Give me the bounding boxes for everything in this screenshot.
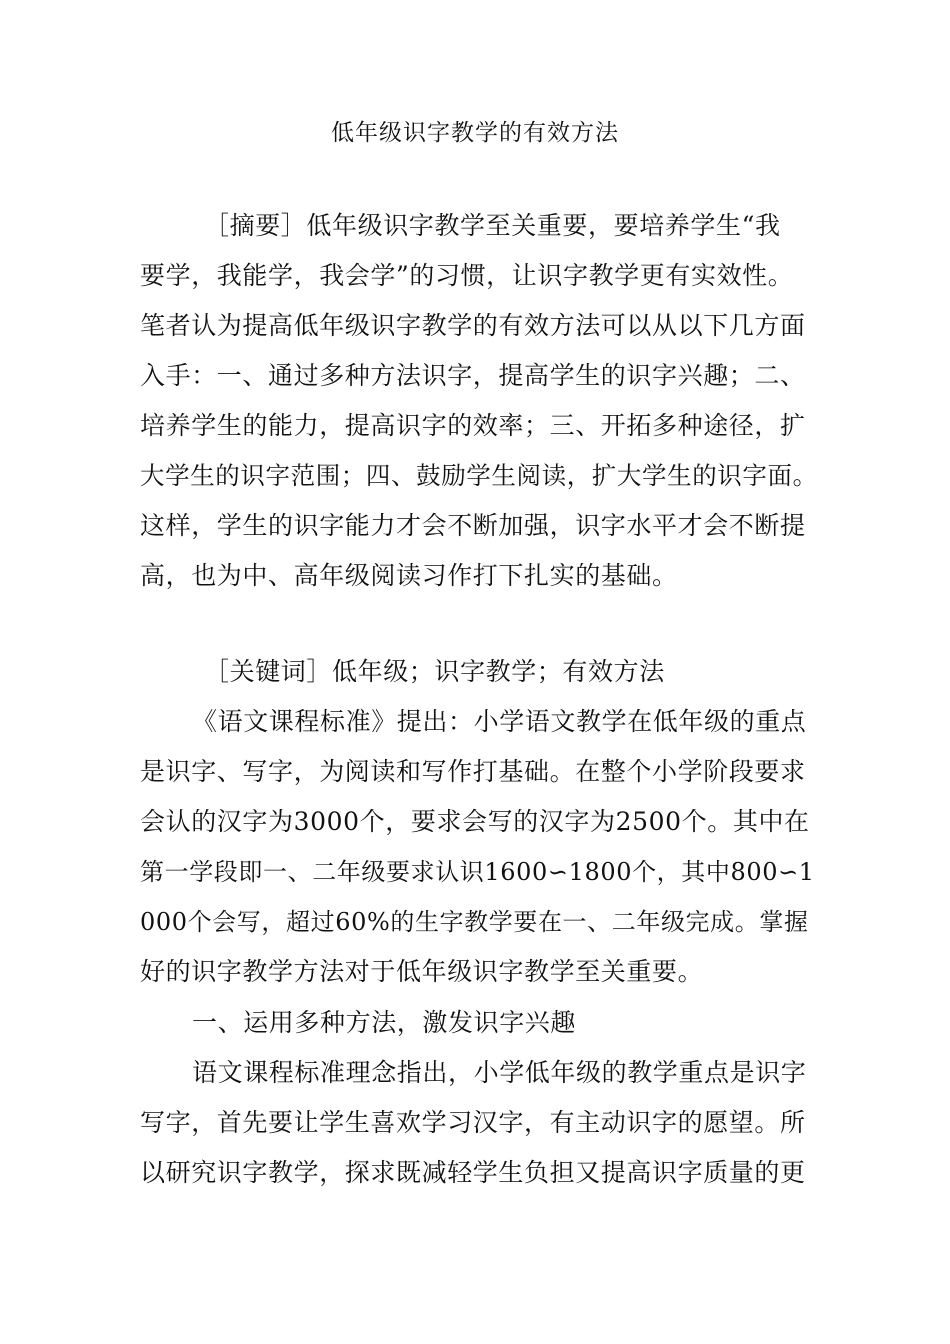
keywords-line: ［关键词］低年级；识字教学；有效方法 bbox=[204, 657, 665, 686]
abstract-line: 这样，学生的识字能力才会不断加强，识字水平才会不断提 bbox=[140, 511, 806, 540]
abstract-line: 入手：一、通过多种方法识字，提高学生的识字兴趣；二、 bbox=[140, 361, 806, 390]
intro-line: 第一学段即一、二年级要求认识1600∽1800个，其中800∽1 bbox=[140, 858, 815, 886]
abstract-line: 要学，我能学，我会学”的习惯，让识字教学更有实效性。 bbox=[140, 261, 794, 290]
abstract-line: 大学生的识字范围；四、鼓励学生阅读，扩大学生的识字面。 bbox=[140, 461, 818, 490]
section-heading: 一、运用多种方法，激发识字兴趣 bbox=[192, 1008, 577, 1037]
abstract-line: 笔者认为提高低年级识字教学的有效方法可以从以下几方面 bbox=[140, 311, 806, 340]
intro-line: 会认的汉字为3000个，要求会写的汉字为2500个。其中在 bbox=[140, 807, 810, 836]
section-line: 写字，首先要让学生喜欢学习汉字，有主动识字的愿望。所 bbox=[140, 1108, 806, 1137]
document-title: 低年级识字教学的有效方法 bbox=[331, 120, 619, 146]
intro-line: 好的识字教学方法对于低年级识字教学至关重要。 bbox=[140, 957, 704, 986]
abstract-line: 高，也为中、高年级阅读习作打下扎实的基础。 bbox=[140, 561, 678, 590]
abstract-line: 培养学生的能力，提高识字的效率；三、开拓多种途径，扩 bbox=[140, 411, 806, 440]
section-line: 语文课程标准理念指出，小学低年级的教学重点是识字 bbox=[192, 1058, 807, 1087]
intro-line: 《语文课程标准》提出：小学语文教学在低年级的重点 bbox=[192, 707, 807, 736]
section-line: 以研究识字教学，探求既减轻学生负担又提高识字质量的更 bbox=[140, 1158, 806, 1187]
intro-line: 000个会写，超过60%的生字教学要在一、二年级完成。掌握 bbox=[140, 908, 809, 936]
intro-line: 是识字、写字，为阅读和写作打基础。在整个小学阶段要求 bbox=[140, 757, 806, 786]
abstract-line: ［摘要］低年级识字教学至关重要，要培养学生“我 bbox=[204, 211, 781, 240]
